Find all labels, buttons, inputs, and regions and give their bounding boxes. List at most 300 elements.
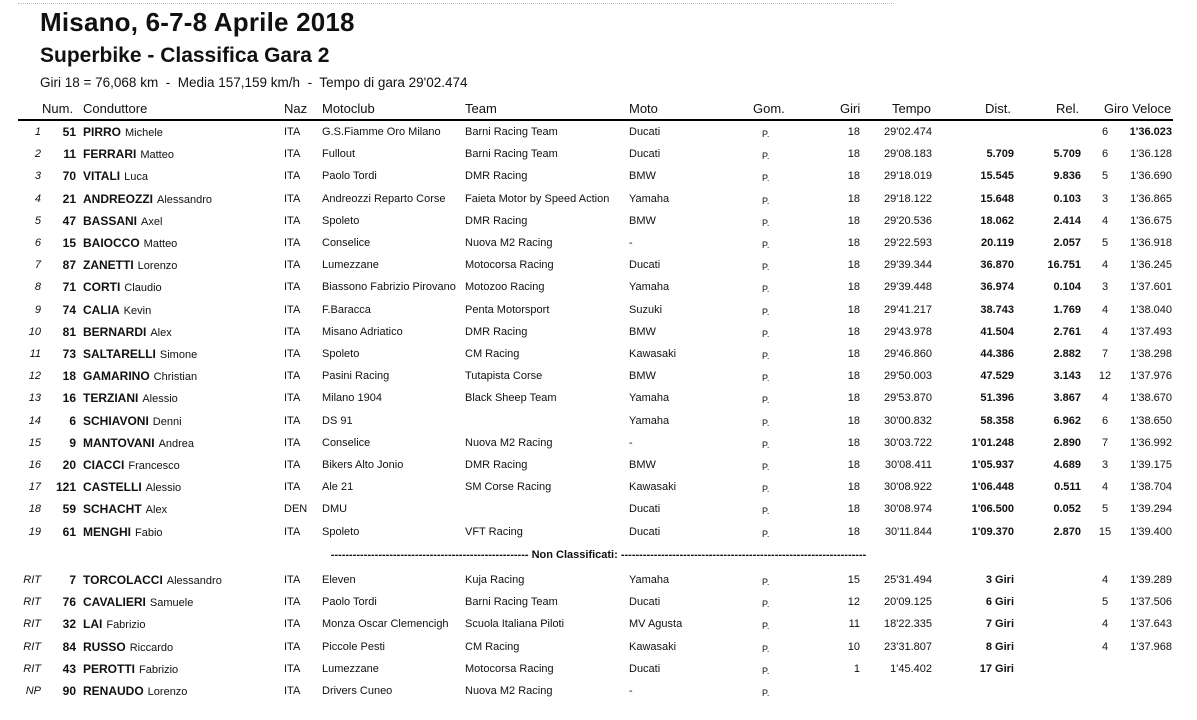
team: Black Sheep Team [465, 392, 557, 405]
fast-lap-number: 3 [1101, 459, 1109, 471]
nationality: ITA [284, 214, 301, 227]
motorcycle: Suzuki [629, 303, 663, 316]
tyre: P. [762, 240, 770, 250]
table-row [0, 189, 1197, 211]
team: SM Corse Racing [465, 481, 552, 494]
race-time: 29'18.019 [884, 170, 932, 183]
team: Barni Racing Team [465, 596, 558, 609]
motoclub: Spoleto [322, 214, 360, 227]
race-time: 25'31.494 [884, 574, 932, 586]
motoclub: DS 91 [322, 414, 353, 427]
rider-last-name: RENAUDO [83, 684, 144, 698]
position: RIT [23, 618, 41, 631]
tyre: P. [762, 439, 770, 450]
fast-lap-time: 1'38.670 [1130, 392, 1172, 405]
rider-last-name: GAMARINO [83, 369, 150, 384]
laps: 18 [847, 525, 860, 538]
rider-name [83, 125, 163, 139]
rider-first-name: Fabrizio [139, 663, 179, 676]
rider-name [83, 147, 174, 161]
laps: 18 [847, 281, 860, 294]
fast-lap-number: 4 [1101, 325, 1109, 338]
rider-last-name: SCHIAVONI [83, 413, 149, 428]
nationality: ITA [284, 574, 301, 586]
nationality: ITA [284, 281, 301, 294]
team: DMR Racing [465, 214, 528, 227]
rider-number: 90 [62, 684, 76, 698]
rider-first-name: Axel [141, 215, 163, 228]
fast-lap-time: 1'36.023 [1129, 126, 1172, 138]
gap-to-previous: 9.836 [1053, 170, 1081, 183]
race-time: 29'08.183 [884, 148, 932, 161]
rider-name [83, 595, 193, 609]
rider-first-name: Alessio [142, 393, 178, 406]
team: Nuova M2 Racing [465, 685, 553, 697]
rider-first-name: Fabio [135, 526, 163, 539]
race-time: 29'46.860 [884, 348, 932, 360]
race-time: 29'43.978 [884, 325, 932, 338]
race-time: 29'39.448 [884, 281, 932, 294]
rider-number: 73 [62, 347, 76, 361]
race-time: 29'53.870 [884, 392, 932, 405]
rider-first-name: Luca [124, 171, 148, 184]
nationality: ITA [284, 126, 301, 138]
tyre: P. [762, 688, 770, 698]
laps: 18 [847, 503, 860, 516]
rider-name [83, 662, 178, 676]
table-row [0, 344, 1197, 366]
nationality: ITA [284, 618, 301, 631]
rider-name [83, 684, 187, 698]
fast-lap-time: 1'36.992 [1130, 436, 1172, 449]
table-row [0, 477, 1197, 499]
position: 11 [29, 348, 41, 360]
table-row [0, 637, 1197, 659]
table-row [0, 411, 1197, 433]
position: NP [25, 685, 41, 697]
rider-name [83, 169, 148, 183]
fast-lap-time: 1'37.493 [1130, 325, 1172, 338]
col-num: Num. [42, 101, 74, 116]
rider-number: 20 [62, 458, 76, 472]
race-time: 1'45.402 [890, 662, 932, 675]
fast-lap-number: 4 [1101, 640, 1109, 653]
rider-number: 81 [62, 324, 76, 339]
team: DMR Racing [465, 325, 528, 338]
motoclub: DMU [322, 503, 348, 516]
table-row [0, 570, 1197, 592]
fast-lap-number: 3 [1101, 192, 1109, 205]
gap-to-leader: 36.870 [980, 259, 1014, 272]
rider-last-name: ZANETTI [83, 258, 134, 273]
rider-number: 84 [62, 639, 76, 654]
gap-to-leader: 58.358 [980, 414, 1014, 427]
laps: 18 [847, 348, 860, 360]
col-giri: Giri [840, 101, 861, 116]
motoclub: Conselice [322, 436, 371, 449]
rider-last-name: ANDREOZZI [83, 191, 153, 206]
laps: 18 [847, 148, 860, 161]
nationality: ITA [284, 348, 301, 360]
position: RIT [23, 596, 41, 609]
race-time: 29'41.217 [884, 303, 932, 316]
fast-lap-number: 4 [1101, 392, 1109, 405]
top-divider [18, 3, 894, 4]
rider-number: 71 [62, 280, 76, 295]
rider-name [83, 303, 151, 317]
rider-last-name: PEROTTI [83, 661, 136, 676]
motorcycle: Kawasaki [629, 481, 677, 494]
fast-lap-number: 7 [1101, 348, 1109, 360]
rider-first-name: Andrea [158, 437, 195, 450]
rider-number: 61 [62, 524, 76, 539]
table-row [0, 433, 1197, 455]
table-row [0, 614, 1197, 636]
rider-last-name: CASTELLI [83, 480, 142, 495]
team: Faieta Motor by Speed Action [465, 192, 610, 205]
gap-to-leader: 6 Giri [985, 596, 1014, 609]
rider-number: 74 [62, 302, 76, 317]
fast-lap-number: 4 [1101, 574, 1109, 586]
laps: 18 [847, 192, 860, 205]
rider-last-name: TORCOLACCI [83, 573, 163, 587]
rider-name [83, 525, 163, 539]
table-row [0, 277, 1197, 299]
motoclub: Lumezzane [322, 259, 379, 272]
race-time: 29'18.122 [884, 192, 932, 205]
motoclub: Paolo Tordi [322, 170, 377, 183]
motoclub: Andreozzi Reparto Corse [322, 192, 446, 205]
race-time: 30'08.974 [884, 503, 932, 516]
tyre: P. [762, 665, 770, 676]
rider-first-name: Alessandro [166, 575, 222, 587]
fast-lap-time: 1'37.968 [1130, 640, 1172, 653]
gap-to-leader: 1'05.937 [971, 459, 1014, 471]
team: CM Racing [465, 640, 520, 653]
rider-last-name: PIRRO [83, 125, 122, 139]
rider-name [83, 414, 182, 428]
rider-number: 59 [62, 502, 76, 517]
tyre: P. [762, 417, 770, 428]
position: 8 [34, 281, 41, 294]
gap-to-leader: 5.709 [986, 148, 1014, 161]
motorcycle: MV Agusta [629, 618, 683, 631]
fast-lap-number: 4 [1101, 618, 1109, 631]
tyre: P. [762, 129, 770, 139]
fast-lap-number: 5 [1101, 237, 1109, 249]
rider-last-name: RUSSO [83, 639, 126, 654]
rider-first-name: Lorenzo [137, 260, 178, 273]
gap-to-leader: 15.648 [980, 192, 1014, 205]
table-row [0, 300, 1197, 322]
nationality: ITA [284, 325, 301, 338]
race-time: 23'31.807 [884, 640, 932, 653]
nationality: ITA [284, 640, 301, 653]
race-time: 30'08.411 [884, 459, 932, 471]
gap-to-previous: 2.890 [1053, 436, 1081, 449]
tyre: P. [762, 621, 770, 632]
rider-last-name: TERZIANI [83, 391, 139, 406]
rider-last-name: BASSANI [83, 213, 138, 228]
gap-to-leader: 47.529 [980, 370, 1014, 383]
rider-number: 47 [62, 213, 76, 228]
motoclub: Eleven [322, 574, 356, 586]
gap-to-leader: 15.545 [980, 170, 1014, 183]
rider-number: 43 [62, 661, 76, 676]
race-time: 29'02.474 [884, 126, 932, 138]
motorcycle: - [629, 436, 633, 449]
position: 5 [34, 214, 41, 227]
team: Kuja Racing [465, 574, 525, 586]
table-row [0, 322, 1197, 344]
rider-name [83, 347, 197, 361]
gap-to-previous: 2.761 [1053, 325, 1081, 338]
race-time: 29'50.003 [884, 370, 932, 383]
motorcycle: Kawasaki [629, 348, 677, 360]
fast-lap-time: 1'36.690 [1130, 170, 1172, 183]
fast-lap-time: 1'39.289 [1130, 574, 1172, 586]
rider-first-name: Michele [125, 127, 163, 139]
rider-first-name: Samuele [149, 597, 194, 610]
fast-lap-time: 1'38.040 [1130, 303, 1172, 316]
team: Nuova M2 Racing [465, 237, 553, 249]
laps: 18 [847, 436, 860, 449]
fast-lap-number: 5 [1101, 503, 1109, 516]
rider-name [83, 617, 145, 631]
col-tempo: Tempo [892, 101, 932, 116]
fast-lap-time: 1'37.643 [1130, 618, 1172, 631]
gap-to-previous: 1.769 [1053, 303, 1081, 316]
nationality: ITA [284, 237, 301, 249]
fast-lap-time: 1'36.245 [1130, 259, 1172, 272]
table-row [0, 592, 1197, 614]
gap-to-previous: 0.104 [1053, 281, 1081, 294]
rider-first-name: Christian [153, 371, 198, 384]
team: Motozoo Racing [465, 281, 545, 294]
gap-to-leader: 41.504 [980, 325, 1014, 338]
race-time: 30'03.722 [884, 436, 932, 449]
nationality: ITA [284, 414, 301, 427]
tyre: P. [762, 195, 770, 206]
team: DMR Racing [465, 459, 528, 471]
rider-number: 7 [69, 573, 76, 587]
gap-to-leader: 36.974 [980, 281, 1014, 294]
rider-number: 6 [69, 413, 76, 428]
rider-first-name: Denni [152, 415, 182, 428]
motorcycle: Yamaha [629, 192, 670, 205]
gap-to-leader: 44.386 [980, 348, 1014, 360]
motorcycle: Ducati [629, 503, 661, 516]
gap-to-leader: 38.743 [980, 303, 1014, 316]
motorcycle: BMW [629, 459, 656, 471]
rider-first-name: Claudio [124, 282, 162, 295]
table-row [0, 144, 1197, 166]
table-row [0, 522, 1197, 544]
position: 13 [28, 392, 41, 405]
laps: 18 [847, 481, 860, 494]
rider-name [83, 458, 180, 472]
race-info [40, 75, 468, 90]
motoclub: Lumezzane [322, 662, 379, 675]
team: Barni Racing Team [465, 126, 558, 138]
rider-first-name: Matteo [140, 149, 174, 162]
table-row [0, 166, 1197, 188]
gap-to-previous: 0.103 [1053, 192, 1081, 205]
table-row [0, 455, 1197, 477]
motorcycle: BMW [629, 170, 656, 183]
motorcycle: Kawasaki [629, 640, 677, 653]
team: CM Racing [465, 348, 520, 360]
gap-to-previous: 3.143 [1053, 370, 1081, 383]
fast-lap-time: 1'38.298 [1130, 348, 1172, 360]
fast-lap-time: 1'39.294 [1130, 503, 1172, 516]
laps: 10 [847, 640, 860, 653]
tyre: P. [762, 484, 770, 495]
motorcycle: Ducati [629, 259, 661, 272]
table-row [0, 122, 1197, 144]
rider-last-name: BERNARDI [83, 324, 147, 339]
position: 14 [28, 414, 41, 427]
fast-lap-number: 15 [1098, 525, 1112, 538]
rider-name [83, 436, 194, 450]
fast-lap-number: 4 [1101, 303, 1109, 316]
rider-last-name: VITALI [83, 169, 121, 184]
gap-to-leader: 3 Giri [985, 574, 1014, 586]
rider-last-name: CAVALIERI [83, 595, 146, 610]
team: Scuola Italiana Piloti [465, 618, 565, 631]
motoclub: Biassono Fabrizio Pirovano [322, 281, 456, 294]
laps: 18 [847, 170, 860, 183]
rider-number: 121 [55, 480, 76, 495]
fast-lap-number: 6 [1101, 414, 1109, 427]
motoclub: Bikers Alto Jonio [322, 459, 404, 471]
gap-to-previous: 3.867 [1053, 392, 1081, 405]
rider-number: 87 [62, 258, 76, 273]
col-rider: Conduttore [83, 101, 148, 116]
nationality: ITA [284, 192, 301, 205]
page-title: Misano, 6-7-8 Aprile 2018 [40, 7, 355, 37]
rider-name [83, 573, 222, 587]
team: DMR Racing [465, 170, 528, 183]
fast-lap-time: 1'38.650 [1130, 414, 1172, 427]
gap-to-previous: 0.511 [1054, 481, 1081, 494]
rider-last-name: CALIA [83, 302, 120, 317]
fast-lap-number: 4 [1101, 214, 1109, 227]
rider-first-name: Riccardo [129, 641, 174, 654]
separator-dashes: ------------------------------------------------------ [330, 549, 529, 561]
gap-to-leader: 1'01.248 [971, 436, 1014, 449]
col-club: Motoclub [322, 101, 375, 116]
fast-lap-time: 1'38.704 [1130, 481, 1172, 494]
position: 16 [28, 459, 41, 471]
tyre: P. [762, 462, 770, 472]
table-row [0, 233, 1197, 255]
rider-number: 32 [62, 617, 76, 632]
table-row [0, 681, 1197, 703]
fast-lap-number: 6 [1101, 148, 1109, 161]
gap-to-leader: 7 Giri [985, 618, 1014, 631]
rider-last-name: BAIOCCO [83, 236, 140, 250]
rider-first-name: Alessio [145, 482, 182, 495]
rider-number: 15 [62, 236, 76, 250]
rider-first-name: Kevin [123, 304, 152, 317]
rider-first-name: Fabrizio [106, 619, 146, 632]
position: RIT [23, 574, 41, 586]
tyre: P. [762, 173, 770, 184]
race-time: Tempo di gara 29'02.474 [319, 75, 468, 90]
fast-lap-time: 1'37.601 [1130, 281, 1172, 294]
team: VFT Racing [465, 525, 523, 538]
rider-name [83, 325, 172, 339]
motoclub: Spoleto [322, 525, 360, 538]
tyre: P. [762, 217, 770, 228]
rider-first-name: Matteo [143, 238, 178, 250]
motoclub: Drivers Cuneo [322, 685, 393, 697]
laps: 18 [847, 370, 860, 383]
table-row [0, 388, 1197, 410]
laps: 15 [847, 574, 860, 586]
position: 18 [28, 503, 41, 516]
motorcycle: Ducati [629, 662, 661, 675]
team: Tutapista Corse [465, 370, 543, 383]
rider-first-name: Alex [145, 504, 168, 517]
nationality: ITA [284, 170, 301, 183]
fast-lap-time: 1'36.675 [1130, 214, 1172, 227]
col-naz: Naz [284, 101, 308, 116]
fast-lap-number: 4 [1101, 259, 1109, 272]
team: Motocorsa Racing [465, 662, 554, 675]
position: 7 [34, 259, 41, 272]
fast-lap-number: 5 [1101, 170, 1109, 183]
table-row [0, 499, 1197, 521]
race-time: 30'11.844 [884, 525, 932, 538]
table-row [0, 659, 1197, 681]
header-divider [18, 119, 1173, 121]
tyre: P. [762, 506, 770, 517]
table-row [0, 211, 1197, 233]
race-time: 29'22.593 [884, 237, 932, 249]
fast-lap-time: 1'36.865 [1130, 192, 1172, 205]
rider-name [83, 369, 197, 383]
gap-to-previous: 4.689 [1053, 459, 1081, 471]
gap-to-leader: 18.062 [980, 214, 1014, 227]
page-subtitle: Superbike - Classifica Gara 2 [40, 44, 330, 67]
motorcycle: Ducati [629, 126, 661, 138]
rider-first-name: Francesco [128, 460, 180, 472]
race-info-separator: - [307, 75, 313, 90]
position: 1 [34, 126, 41, 138]
nationality: ITA [284, 303, 301, 316]
col-dist: Dist. [985, 101, 1011, 116]
laps: 1 [853, 662, 860, 675]
laps: 18 [847, 325, 860, 338]
position: RIT [23, 640, 41, 653]
nationality: ITA [284, 148, 301, 161]
position: 15 [28, 436, 41, 449]
motorcycle: Yamaha [629, 414, 670, 427]
motorcycle: BMW [629, 325, 656, 338]
rider-name [83, 258, 177, 272]
fast-lap-number: 12 [1098, 370, 1112, 383]
col-moto: Moto [629, 101, 658, 116]
gap-to-previous: 0.052 [1053, 503, 1081, 516]
race-laps: Giri 18 = 76,068 km [40, 75, 159, 90]
gap-to-previous: 6.962 [1053, 414, 1081, 427]
position: 4 [34, 192, 41, 205]
rider-number: 18 [62, 369, 76, 384]
laps: 12 [847, 596, 860, 609]
col-team: Team [465, 101, 497, 116]
